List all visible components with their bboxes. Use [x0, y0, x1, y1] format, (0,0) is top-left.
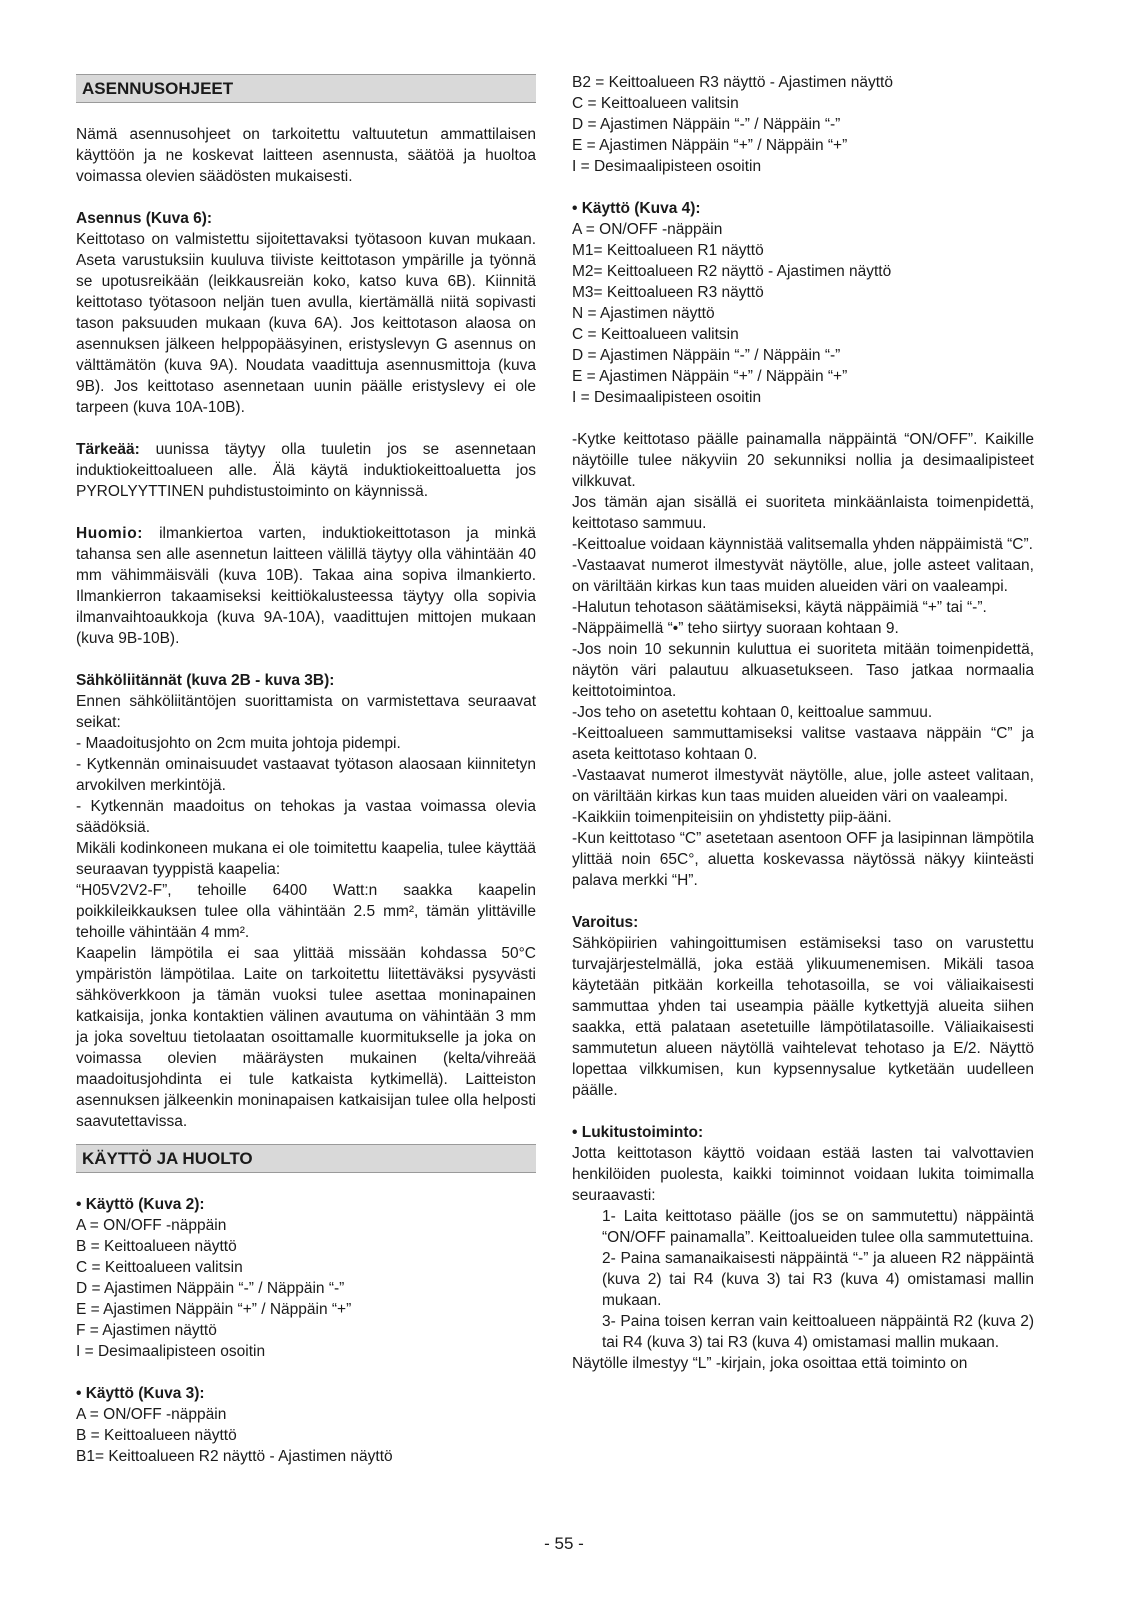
varoitus-heading: Varoitus: [572, 914, 639, 931]
kaytto4-line: M2= Keittoalueen R2 näyttö - Ajastimen näyttö [572, 263, 892, 280]
kaytto3-line: B1= Keittoalueen R2 näyttö - Ajastimen näyttö [76, 1448, 393, 1465]
tarkeaa-label: Tärkeää: [76, 441, 140, 458]
operation-step: -Kun keittotaso “C” asetetaan asentoon OFF ja lasipinnan lämpötila ylittää noin 65C°, aluetta koskevassa näytössä näkyy kiinteästi palava merkki “H”. [572, 830, 1034, 889]
operation-step: -Keittoalueen sammuttamiseksi valitse vastaava näppäin “C” ja aseta keittotaso kohtaan 0. [572, 725, 1034, 763]
kaytto2-line: C = Keittoalueen valitsin [76, 1259, 243, 1276]
kaytto2-line: F = Ajastimen näyttö [76, 1322, 217, 1339]
kaytto3-line: B2 = Keittoalueen R3 näyttö - Ajastimen näyttö [572, 74, 893, 91]
lukitus-step: 2- Paina samanaikaisesti näppäintä “-” ja alueen R2 näppäintä (kuva 2) tai R4 (kuva 3) tai R3 (kuva 4) omistamasi mallin mukaan. [602, 1250, 1034, 1309]
kaytto4-line: A = ON/OFF -näppäin [572, 221, 723, 238]
kaytto4-line: E = Ajastimen Näppäin “+” / Näppäin “+” [572, 368, 848, 385]
kaytto4-line: M3= Keittoalueen R3 näyttö [572, 284, 764, 301]
sahko-line: Ennen sähköliitäntöjen suorittamista on varmistettava seuraavat seikat: [76, 693, 536, 731]
operation-step: -Kaikkiin toimenpiteisiin on yhdistetty piip-ääni. [572, 809, 892, 826]
kaytto2-line: A = ON/OFF -näppäin [76, 1217, 227, 1234]
kaytto2-line: E = Ajastimen Näppäin “+” / Näppäin “+” [76, 1301, 352, 1318]
sahko-line: Mikäli kodinkoneen mukana ei ole toimitettu kaapelia, tulee käyttää seuraavan tyyppistä kaapelia: [76, 840, 536, 878]
kaytto4-line: D = Ajastimen Näppäin “-” / Näppäin “-” [572, 347, 841, 364]
operation-step: -Halutun tehotason säätämiseksi, käytä näppäimiä “+” tai “-”. [572, 599, 987, 616]
operation-step: -Jos noin 10 sekunnin kuluttua ei suoriteta mitään toimenpidettä, näytön väri palautuu alkuasetukseen. Taso jatkaa normaalia keittotoimintoa. [572, 641, 1034, 700]
kaytto4-line: I = Desimaalipisteen osoitin [572, 389, 762, 406]
kaytto3-heading: • Käyttö (Kuva 3): [76, 1385, 205, 1402]
operation-step: -Kytke keittotaso päälle painamalla näppäintä “ON/OFF”. Kaikille näytöille tulee näkyviin 20 sekunniksi nollia ja desimaalipisteet vilkkuvat. [572, 431, 1034, 490]
lukitus-step: 1- Laita keittotaso päälle (jos se on sammutettu) näppäintä “ON/OFF painamalla”. Keittoalueiden tulee olla sammutettuina. [602, 1208, 1034, 1246]
huomio-paragraph: Huomio: ilmankiertoa varten, induktiokeittotason ja minkä tahansa sen alle asennetun laitteen välillä täytyy olla vähintään 40 mm vähimmäisväli (kuva 10B). Takaa aina sopiva ilmankierto. Ilmankierron takaamiseksi keittiökalusteessa täytyy olla sopivia ilmanvaihtoaukkoja (kuva 9A-10A), vaadittujen mittojen mukaan (kuva 9B-10B). [76, 525, 536, 647]
varoitus-paragraph: Sähköpiirien vahingoittumisen estämiseksi taso on varustettu turvajärjestelmällä, joka estää ylikuumenemisen. Mikäli tasoa käytetään pitkään korkeilla tehotasoilla, se voi väliaikaisesti sammuttaa yhden tai useampia päälle kytkettyjä alueita siihen saakka, että palataan asetetuille lämpötilatasoille. Väliaikaisesti sammutetun alueen näytöllä vaihtelevat tehotaso ja E/2. Näyttö lopettaa vilkkumisen, kun kypsennysalue kytketään uudelleen päälle. [572, 935, 1034, 1099]
kaytto4-line: N = Ajastimen näyttö [572, 305, 715, 322]
asennus-paragraph: Keittotaso on valmistettu sijoitettavaksi työtasoon kuvan mukaan. Aseta varustuksiin kuuluva tiiviste keittotason ympärille ja työnnä se upotusreikään (leikkausreiän koko, katso kuva 6B). Kiinnitä keittotaso työtasoon neljän tuen avulla, kiertämällä niitä sopivasti tason paksuuden mukaan (kuva 6A). Jos keittotason alaosa on asennuksen jälkeen helppopääsyinen, eristyslevyn G asennus on välttämätön (kuva 9A). Noudata vaadittuja asennusmittoja (kuva 9B). Jos keittotaso asennetaan uunin päälle eristyslevy ei ole tarpeen (kuva 10A-10B). [76, 231, 536, 416]
operation-step: -Keittoalue voidaan käynnistää valitsemalla yhden näppäimistä “C”. [572, 536, 1033, 553]
sahko-line: - Kytkennän maadoitus on tehokas ja vastaa voimassa olevia säädöksiä. [76, 798, 536, 836]
lukitus-step: 3- Paina toisen kerran vain keittoalueen näppäintä R2 (kuva 2) tai R4 (kuva 3) tai R3 (kuva 4) omistamasi mallin mukaan. [602, 1313, 1034, 1351]
kaytto2-line: D = Ajastimen Näppäin “-” / Näppäin “-” [76, 1280, 345, 1297]
intro-paragraph: Nämä asennusohjeet on tarkoitettu valtuutetun ammattilaisen käyttöön ja ne koskevat laitteen asennusta, säätöä ja huoltoa voimassa olevien säädösten mukaisesti. [76, 126, 536, 185]
section-title-asennusohjeet: ASENNUSOHJEET [76, 74, 536, 103]
kaytto4-line: C = Keittoalueen valitsin [572, 326, 739, 343]
operation-step: -Vastaavat numerot ilmestyvät näytölle, alue, jolle asteet valitaan, on väriltään kirkas kun taas muiden alueiden väri on vaaleampi. [572, 767, 1034, 805]
kaytto4-line: M1= Keittoalueen R1 näyttö [572, 242, 764, 259]
lukitus-heading: • Lukitustoiminto: [572, 1124, 704, 1141]
huomio-label: Huomio: [76, 525, 144, 542]
operation-step: -Jos teho on asetettu kohtaan 0, keittoalue sammuu. [572, 704, 933, 721]
kaytto2-heading: • Käyttö (Kuva 2): [76, 1196, 205, 1213]
kaytto3-line: C = Keittoalueen valitsin [572, 95, 739, 112]
sahko-line: “H05V2V2-F”, tehoille 6400 Watt:n saakka kaapelin poikkileikkauksen tulee olla vähintään 2.5 mm², tämän ylittäville tehoille vähintään 4 mm². [76, 882, 536, 941]
sahko-line: - Maadoitusjohto on 2cm muita johtoja pidempi. [76, 735, 401, 752]
lukitus-paragraph: Jotta keittotason käyttö voidaan estää lasten tai valvottavien henkilöiden puolesta, kaikki toiminnot voidaan lukita toimimalla seuraavasti: [572, 1145, 1034, 1204]
operation-step: Jos tämän ajan sisällä ei suoriteta minkäänlaista toimenpidettä, keittotaso sammuu. [572, 494, 1034, 532]
left-column [76, 72, 536, 1467]
kaytto4-heading: • Käyttö (Kuva 4): [572, 200, 701, 217]
kaytto3-line: D = Ajastimen Näppäin “-” / Näppäin “-” [572, 116, 841, 133]
kaytto2-line: I = Desimaalipisteen osoitin [76, 1343, 266, 1360]
tarkeaa-paragraph: Tärkeää: uunissa täytyy olla tuuletin jos se asennetaan induktiokeittoalueen alle. Älä käytä induktiokeittoaluetta jos PYROLYYTTINEN puhdistustoiminto on käynnissä. [76, 441, 536, 500]
kaytto3-line: I = Desimaalipisteen osoitin [572, 158, 762, 175]
operation-step: -Näppäimellä “•” teho siirtyy suoraan kohtaan 9. [572, 620, 899, 637]
kaytto3-line: B = Keittoalueen näyttö [76, 1427, 237, 1444]
kaytto2-line: B = Keittoalueen näyttö [76, 1238, 237, 1255]
sahko-line: Kaapelin lämpötila ei saa ylittää missään kohdassa 50°C ympäristön lämpötilaa. Laite on tarkoitettu liitettäväksi pysyvästi sähköverkkoon ja tämän vuoksi tulee asettaa moninapainen katkaisija, jonka kontaktien välinen avautuma on vähintään 3 mm ja joka soveltuu tietolaatan osoittamalle kuormitukselle ja joka on voimassa olevien määräysten mukainen (kelta/vihreää maadoitusjohdinta ei tule katkaista kytkimellä). Laitteiston asennuksen jälkeenkin moninapaisen katkaisijan tulee olla helposti saavutettavissa. [76, 945, 536, 1130]
operation-step: -Vastaavat numerot ilmestyvät näytölle, alue, jolle asteet valitaan, on väriltään kirkas kun taas muiden alueiden väri on vaaleampi. [572, 557, 1034, 595]
sahko-heading: Sähköliitännät (kuva 2B - kuva 3B): [76, 672, 335, 689]
page-number: - 55 - [544, 1534, 584, 1553]
lukitus-final-line: Näytölle ilmestyy “L” -kirjain, joka osoittaa että toiminto on [572, 1355, 968, 1372]
section-title-kaytto-ja-huolto: KÄYTTÖ JA HUOLTO [76, 1144, 536, 1173]
right-column [572, 72, 1034, 1374]
kaytto3-line: A = ON/OFF -näppäin [76, 1406, 227, 1423]
sahko-line: - Kytkennän ominaisuudet vastaavat työtason alaosaan kiinnitetyn arvokilven merkintöjä. [76, 756, 536, 794]
kaytto3-line: E = Ajastimen Näppäin “+” / Näppäin “+” [572, 137, 848, 154]
asennus-heading: Asennus (Kuva 6): [76, 210, 213, 227]
